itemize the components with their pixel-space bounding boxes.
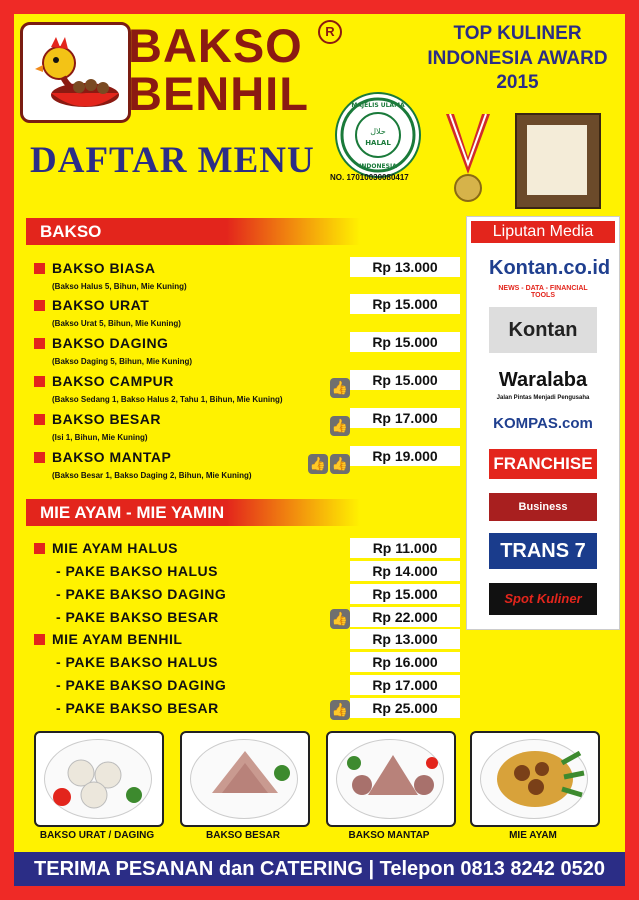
item-name: - PAKE BAKSO HALUS [56, 654, 218, 670]
bakso-mantap-image [328, 733, 454, 825]
award-line1: TOP KULINER [453, 23, 582, 44]
item-price: Rp 16.000 [350, 652, 460, 672]
section-header-bakso: BAKSO [26, 218, 360, 245]
photo-mie-ayam [470, 731, 600, 827]
menu-item-mie [34, 629, 454, 651]
item-description: (Bakso Daging 5, Bihun, Mie Kuning) [52, 357, 192, 366]
award-line2: INDONESIA AWARD [427, 47, 608, 69]
item-price: Rp 22.000 [350, 607, 460, 627]
caption-bakso-urat: BAKSO URAT / DAGING [39, 830, 155, 841]
svg-text:حلال: حلال [370, 127, 386, 136]
bullet [34, 634, 45, 645]
item-name: BAKSO DAGING [52, 335, 169, 351]
brand-logo [20, 22, 131, 123]
thumbs-up-icon: 👍 [330, 454, 350, 474]
photo-bakso-mantap [326, 731, 456, 827]
bullet [34, 543, 45, 554]
halal-seal-icon [337, 94, 419, 176]
item-name: BAKSO BESAR [52, 411, 161, 427]
halal-label: HALAL [365, 139, 391, 147]
item-description: (Bakso Sedang 1, Bakso Halus 2, Tahu 1, Bihun, Mie Kuning) [52, 395, 283, 404]
item-price: Rp 13.000 [350, 629, 460, 649]
media-panel-title: Liputan Media [471, 221, 615, 243]
halal-seal [335, 92, 421, 178]
thumbs-up-icon: 👍 [330, 700, 350, 720]
menu-subitem-mie [34, 584, 454, 606]
mie-ayam-image [472, 733, 598, 825]
item-name: BAKSO URAT [52, 297, 150, 313]
rooster-mascot-icon [23, 25, 128, 120]
item-name: BAKSO BIASA [52, 260, 156, 276]
registered-mark: R [318, 20, 342, 44]
logo-kontan-tagline: NEWS - DATA - FINANCIAL TOOLS [498, 285, 588, 299]
bullet [34, 376, 45, 387]
bullet [34, 414, 45, 425]
bullet [34, 452, 45, 463]
bakso-besar-image [182, 733, 308, 825]
thumbs-up-icon: 👍 [330, 609, 350, 629]
item-name: MIE AYAM BENHIL [52, 631, 183, 647]
item-name: - PAKE BAKSO BESAR [56, 700, 219, 716]
footer-contact: TERIMA PESANAN dan CATERING | Telepon 0813 8242 0520 [14, 852, 625, 886]
menu-subitem-mie [34, 652, 454, 674]
logo-waralaba: Waralaba [498, 369, 588, 391]
item-description: (Isi 1, Bihun, Mie Kuning) [52, 433, 148, 442]
photo-bakso-besar [180, 731, 310, 827]
menu-item-bakso [34, 446, 454, 482]
item-name: - PAKE BAKSO DAGING [56, 586, 227, 602]
halal-org-bottom: INDONESIA [359, 163, 397, 170]
logo-business-opportunity: Business [489, 493, 597, 521]
award-title [415, 22, 620, 96]
menu-subitem-mie [34, 698, 454, 720]
photo-bakso-urat [34, 731, 164, 827]
item-name: BAKSO CAMPUR [52, 373, 174, 389]
bullet [34, 338, 45, 349]
halal-org-top: MAJELIS ULAMA [351, 102, 405, 109]
item-description: (Bakso Urat 5, Bihun, Mie Kuning) [52, 319, 181, 328]
caption-mie-ayam: MIE AYAM [509, 830, 557, 841]
brand-name-line1: BAKSO [128, 19, 303, 72]
logo-kontan-co-id: Kontan.co.id [489, 257, 611, 279]
item-name: - PAKE BAKSO DAGING [56, 677, 227, 693]
menu-subitem-mie [34, 675, 454, 697]
item-name: BAKSO MANTAP [52, 449, 172, 465]
item-price: Rp 17.000 [350, 408, 460, 428]
logo-waralaba-tagline: Jalan Pintas Menjadi Pengusaha [496, 395, 590, 401]
halal-number: NO. 17010030080417 [330, 173, 409, 182]
medal-icon [438, 112, 498, 207]
menu-item-bakso [34, 408, 454, 444]
page-title: DAFTAR MENU [30, 140, 315, 181]
bakso-bowl-image [36, 733, 162, 825]
item-price: Rp 15.000 [350, 332, 460, 352]
menu-item-mie [34, 538, 454, 560]
item-price: Rp 15.000 [350, 584, 460, 604]
item-name: - PAKE BAKSO HALUS [56, 563, 218, 579]
caption-bakso-mantap: BAKSO MANTAP [348, 830, 430, 841]
logo-kompas: KOMPAS.com [493, 415, 593, 432]
logo-kontan-print: Kontan [489, 307, 597, 353]
item-price: Rp 15.000 [350, 294, 460, 314]
item-price: Rp 13.000 [350, 257, 460, 277]
thumbs-up-icon: 👍 [330, 416, 350, 436]
item-name: - PAKE BAKSO BESAR [56, 609, 219, 625]
item-price: Rp 25.000 [350, 698, 460, 718]
logo-info-franchise: FRANCHISE [489, 449, 597, 479]
logo-spot-kuliner: Spot Kuliner [489, 583, 597, 615]
brand-name-line2: BENHIL [128, 67, 309, 120]
item-price: Rp 15.000 [350, 370, 460, 390]
media-coverage-panel [466, 216, 620, 630]
section-header-mie-ayam: MIE AYAM - MIE YAMIN [26, 499, 360, 526]
bullet [34, 263, 45, 274]
caption-bakso-besar: BAKSO BESAR [206, 830, 280, 841]
item-price: Rp 19.000 [350, 446, 460, 466]
award-line3: 2015 [496, 72, 539, 94]
item-price: Rp 14.000 [350, 561, 460, 581]
award-plaque [515, 113, 601, 209]
menu-item-bakso [34, 332, 454, 368]
item-price: Rp 11.000 [350, 538, 460, 558]
item-name: MIE AYAM HALUS [52, 540, 179, 556]
menu-subitem-mie [34, 607, 454, 629]
item-price: Rp 17.000 [350, 675, 460, 695]
item-description: (Bakso Halus 5, Bihun, Mie Kuning) [52, 282, 187, 291]
logo-trans7: TRANS 7 [489, 533, 597, 569]
bullet [34, 300, 45, 311]
menu-item-bakso [34, 257, 454, 293]
menu-item-bakso [34, 294, 454, 330]
menu-subitem-mie [34, 561, 454, 583]
item-description: (Bakso Besar 1, Bakso Daging 2, Bihun, Mie Kuning) [52, 471, 252, 480]
thumbs-up-icon: 👍 [330, 378, 350, 398]
menu-item-bakso [34, 370, 454, 406]
thumbs-up-icon: 👍 [308, 454, 328, 474]
